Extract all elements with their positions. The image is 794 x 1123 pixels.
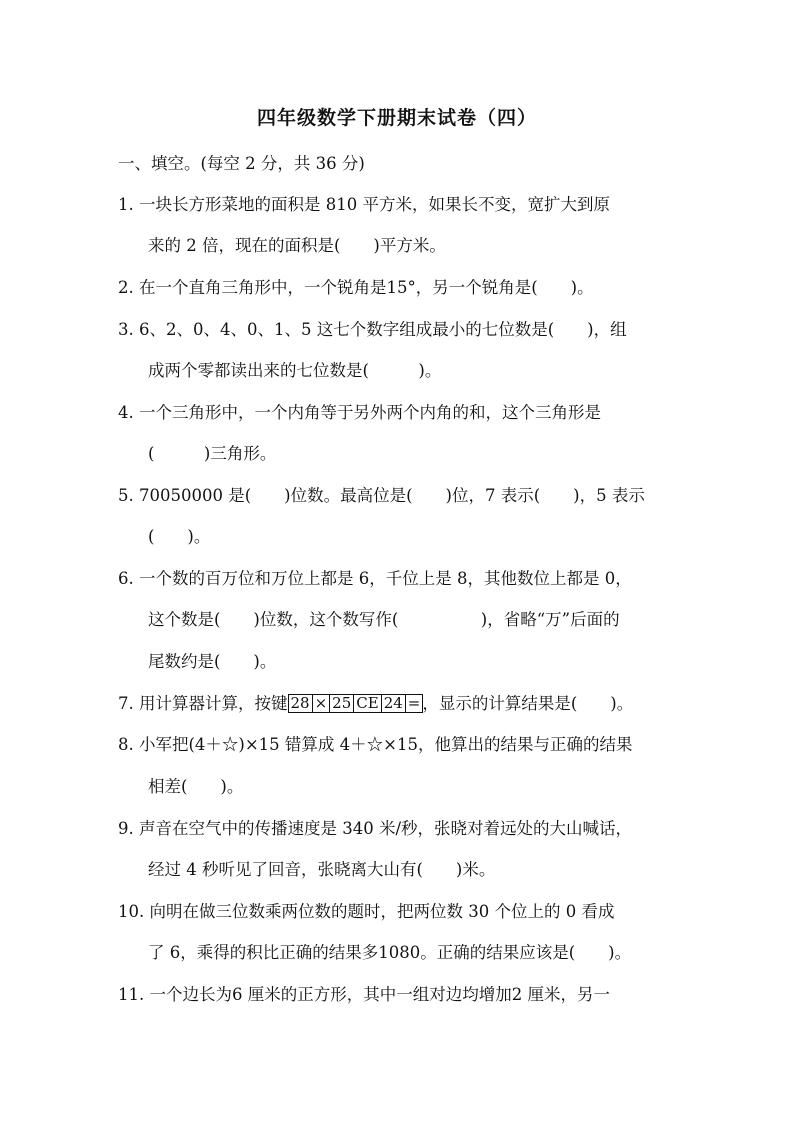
question-8-line-1: 8. 小军把(4＋☆)×15 错算成 4＋☆×15，他算出的结果与正确的结果 [118, 735, 633, 754]
question-1-line-2: 来的 2 倍，现在的面积是( )平方米。 [148, 236, 446, 255]
calc-key: 24 [381, 694, 406, 713]
calc-key: CE [353, 694, 381, 713]
question-3-line-2: 成两个零都读出来的七位数是( )。 [148, 361, 442, 380]
page-title: 四年级数学下册期末试卷（四） [256, 107, 537, 129]
question-3-line-1: 3. 6、2、0、4、0、1、5 这七个数字组成最小的七位数是( )，组 [118, 320, 627, 339]
question-7 [118, 690, 633, 714]
question-1-line-1: 1. 一块长方形菜地的面积是 810 平方米，如果长不变，宽扩大到原 [118, 195, 610, 214]
question-5-line-1: 5. 70050000 是( )位数。最高位是( )位，7 表示( )，5 表示 [118, 486, 645, 505]
question-6-line-3: 尾数约是( )。 [148, 652, 277, 671]
section-heading: 一、填空。(每空 2 分，共 36 分) [118, 154, 365, 173]
question-7-prefix: 7. 用计算器计算，按键 [118, 694, 288, 713]
question-6-line-1: 6. 一个数的百万位和万位上都是 6，千位上是 8，其他数位上都是 0， [118, 569, 632, 588]
question-10-line-2: 了 6，乘得的积比正确的结果多1080。正确的结果应该是( )。 [148, 943, 632, 962]
calc-key: 28 [288, 694, 313, 713]
calc-key: = [405, 694, 424, 713]
question-9-line-2: 经过 4 秒听见了回音，张晓离大山有( )米。 [148, 860, 496, 879]
question-7-suffix: ，显示的计算结果是( )。 [422, 694, 634, 713]
question-2: 2. 在一个直角三角形中，一个锐角是15°，另一个锐角是( )。 [118, 278, 594, 297]
calc-key: × [312, 694, 331, 713]
calculator-key-sequence [288, 693, 423, 713]
question-4-line-1: 4. 一个三角形中，一个内角等于另外两个内角的和，这个三角形是 [118, 403, 601, 422]
question-10-line-1: 10. 向明在做三位数乘两位数的题时，把两位数 30 个位上的 0 看成 [118, 902, 615, 921]
question-6-line-2: 这个数是( )位数，这个数写作( )，省略“万”后面的 [148, 610, 620, 629]
calc-key: 25 [329, 694, 354, 713]
question-9-line-1: 9. 声音在空气中的传播速度是 340 米/秒，张晓对着远处的大山喊话， [118, 819, 633, 838]
question-4-line-2: ( )三角形。 [148, 444, 277, 463]
question-11-line-1: 11. 一个边长为6 厘米的正方形，其中一组对边均增加2 厘米，另一 [118, 985, 610, 1004]
question-5-line-2: ( )。 [148, 527, 211, 546]
question-8-line-2: 相差( )。 [148, 777, 244, 796]
